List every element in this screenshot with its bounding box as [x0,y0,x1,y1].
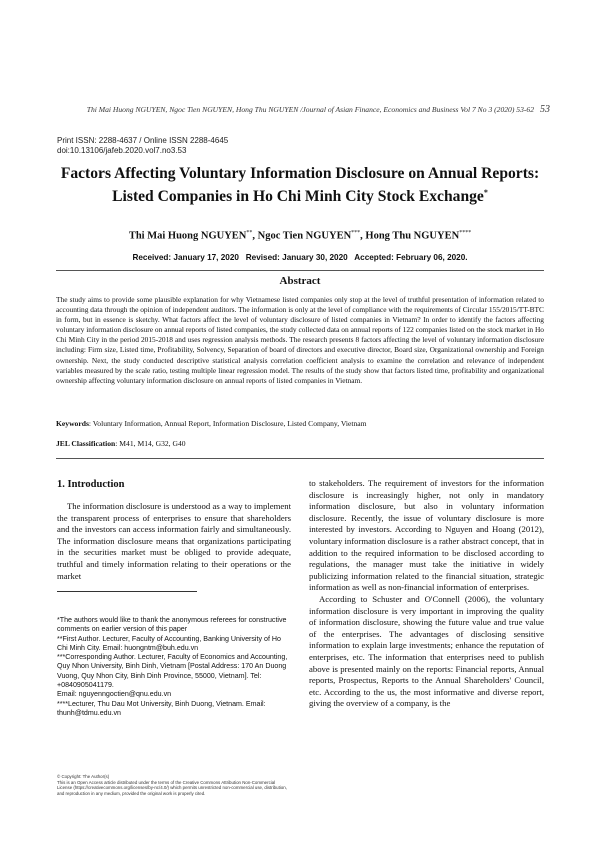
footnote-item: *The authors would like to thank the anonymous referees for constructive comments on earlier version of this paper [57,616,287,634]
keywords-label: Keywords [56,419,89,428]
author-list [56,230,544,242]
author-2-mark: *** [351,230,361,236]
footnote-item: ***Corresponding Author. Lecturer, Faculty of Economics and Accounting, Quy Nhon University, Binh Dinh, Vietnam [Postal Address: 170 An Duong Vuong, Quy Nhon City, Binh Dinh Province, 55000, Vietnam]. Tel: +0840905041179. [57,653,288,690]
author-sep: , [252,230,258,242]
jel-label: JEL Classification [56,439,116,448]
author-3-mark: **** [459,230,472,236]
title-footnote-mark: * [483,188,488,197]
license-text: This is an Open Access article distributed under the terms of the Creative Commons Attribution Non-Commercial License (https://creativecommons.org/licenses/by-nc/4.0/) which permits unrestricted non-commercial use, distribution, and reproduction in any medium, provided the original work is properly cited. [57,779,287,796]
running-head-text: Thi Mai Huong NGUYEN, Ngoc Tien NGUYEN, Hong Thu NGUYEN /Journal of Asian Finance, Economics and Business Vol 7 No 3 (2020) 53-62 [86,105,534,114]
keywords [56,419,544,428]
doi-line: doi:10.13106/jafeb.2020.vol7.no3.53 [57,146,187,155]
footnote-item: **First Author. Lecturer, Faculty of Accounting, Banking University of Ho Chi Minh City. Email: huongntm@buh.edu.vn [57,634,281,652]
footnotes [57,616,291,718]
page-number: 53 [540,104,550,115]
jel-text: : M41, M14, G32, G40 [115,439,186,448]
abstract-text: The study aims to provide some plausible explanation for why Vietnamese listed companies only stop at the level of truthful presentation of information related to accounting data through the opinion of independent auditors. The information is only at the level of compliance with the requirements of Circular 155/2015/TT-BTC in form, but in essence is sketchy. What factors affect the level of voluntary disclosure of listed companies in Vietnam? In order to identify the factors affecting voluntary information disclosure on annual reports of listed companies, the study collected data on annual reports of 122 companies listed on the stock market in Ho Chi Minh City in the period 2015-2018 and uses regression analysis methods. The research presents 8 factors affecting the level of voluntary information disclosure including: Firm size, Listed time, Profitability, Solvency, Separation of board of directors and executive director, Board size, Organizational ownership and Foreign ownership. Next, the study conducted descriptive statistical analysis correlation coefficient analysis to examine the correlation and relevance of independent variables measured by the scale ratio, testing multiple linear regression model. The results of the study show that factors listed time, profitability and organizational ownership affecting voluntary information disclosure on annual reports of listed companies in Vietnam. [56,295,544,385]
copyright-notice [57,774,291,796]
divider [56,270,544,271]
author-1: Thi Mai Huong NGUYEN [128,230,247,242]
divider [56,458,544,459]
submission-dates: Received: January 17, 2020 Revised: January 30, 2020 Accepted: February 06, 2020. [132,253,468,262]
author-sep: , [360,230,366,242]
paper-title [56,164,544,206]
jel-classification [56,439,544,448]
section-heading-introduction: 1. Introduction [57,479,125,490]
footnote-item: Email: nguyenngoctien@qnu.edu.vn [57,690,172,699]
intro-paragraph: According to Schuster and O'Connell (2006), the voluntary information disclosure is very important in improving the quality of information disclosure, showing the future value and true value of the enterprises. The advantages of disclosing sensitive information to explain large investments; enhance the reputation of enterprises, etc. The information that enterprises need to publish above is presented mainly on the reports: Financial reports, Annual reports, Prospectus, Reports to the Annual Shareholders' Council, etc. According to the us, the most informative and diverse report, giving the overview of a company, is the [309,593,544,709]
footnote-rule [57,591,197,592]
author-1-mark: ** [246,230,253,236]
author-3: Hong Thu NGUYEN [365,230,460,242]
footnote-item: ****Lecturer, Thu Dau Mot University, Binh Duong, Vietnam. Email: thunh@tdmu.edu.vn [57,699,266,717]
title-line-2: Listed Companies in Ho Chi Minh City Stock Exchange [112,188,484,206]
intro-paragraph: to stakeholders. The requirement of investors for the information disclosure is increasingly higher, not only in mandatory information disclosure, but also in voluntary information disclosure. Recently, the issue of voluntary disclosure is more interested by investors. According to Nguyen and Hoang (2012), voluntary information disclosure is a rather abstract concept, that in addition to the required information to be disclosed according to regulations, the manager must take the initiative in widely publicizing information related to the financial situation, strategic information as well as non-financial information of enterprises. [309,478,544,593]
title-line-1: Factors Affecting Voluntary Information Disclosure on Annual Reports: [60,165,540,182]
author-2: Ngoc Tien NGUYEN [257,230,352,242]
keywords-text: : Voluntary Information, Annual Report, Information Disclosure, Listed Company, Vietnam [88,419,367,428]
intro-paragraph-left: The information disclosure is understood as a way to implement the transparent process of enterprises to ensure that shareholders and the investors can access information fairly and simultaneously. The information disclosure means that organizations participating in the securities market must be obliged to provide adequate, truthful and timely information relating to their operations or the market [57,501,291,581]
abstract-heading: Abstract [279,275,321,287]
intro-column-right [309,478,544,710]
issn-block [57,136,228,156]
copyright-line: © Copyright: The Author(s) [57,774,110,779]
running-head [60,104,550,115]
issn-line: Print ISSN: 2288-4637 / Online ISSN 2288-4645 [57,136,229,145]
